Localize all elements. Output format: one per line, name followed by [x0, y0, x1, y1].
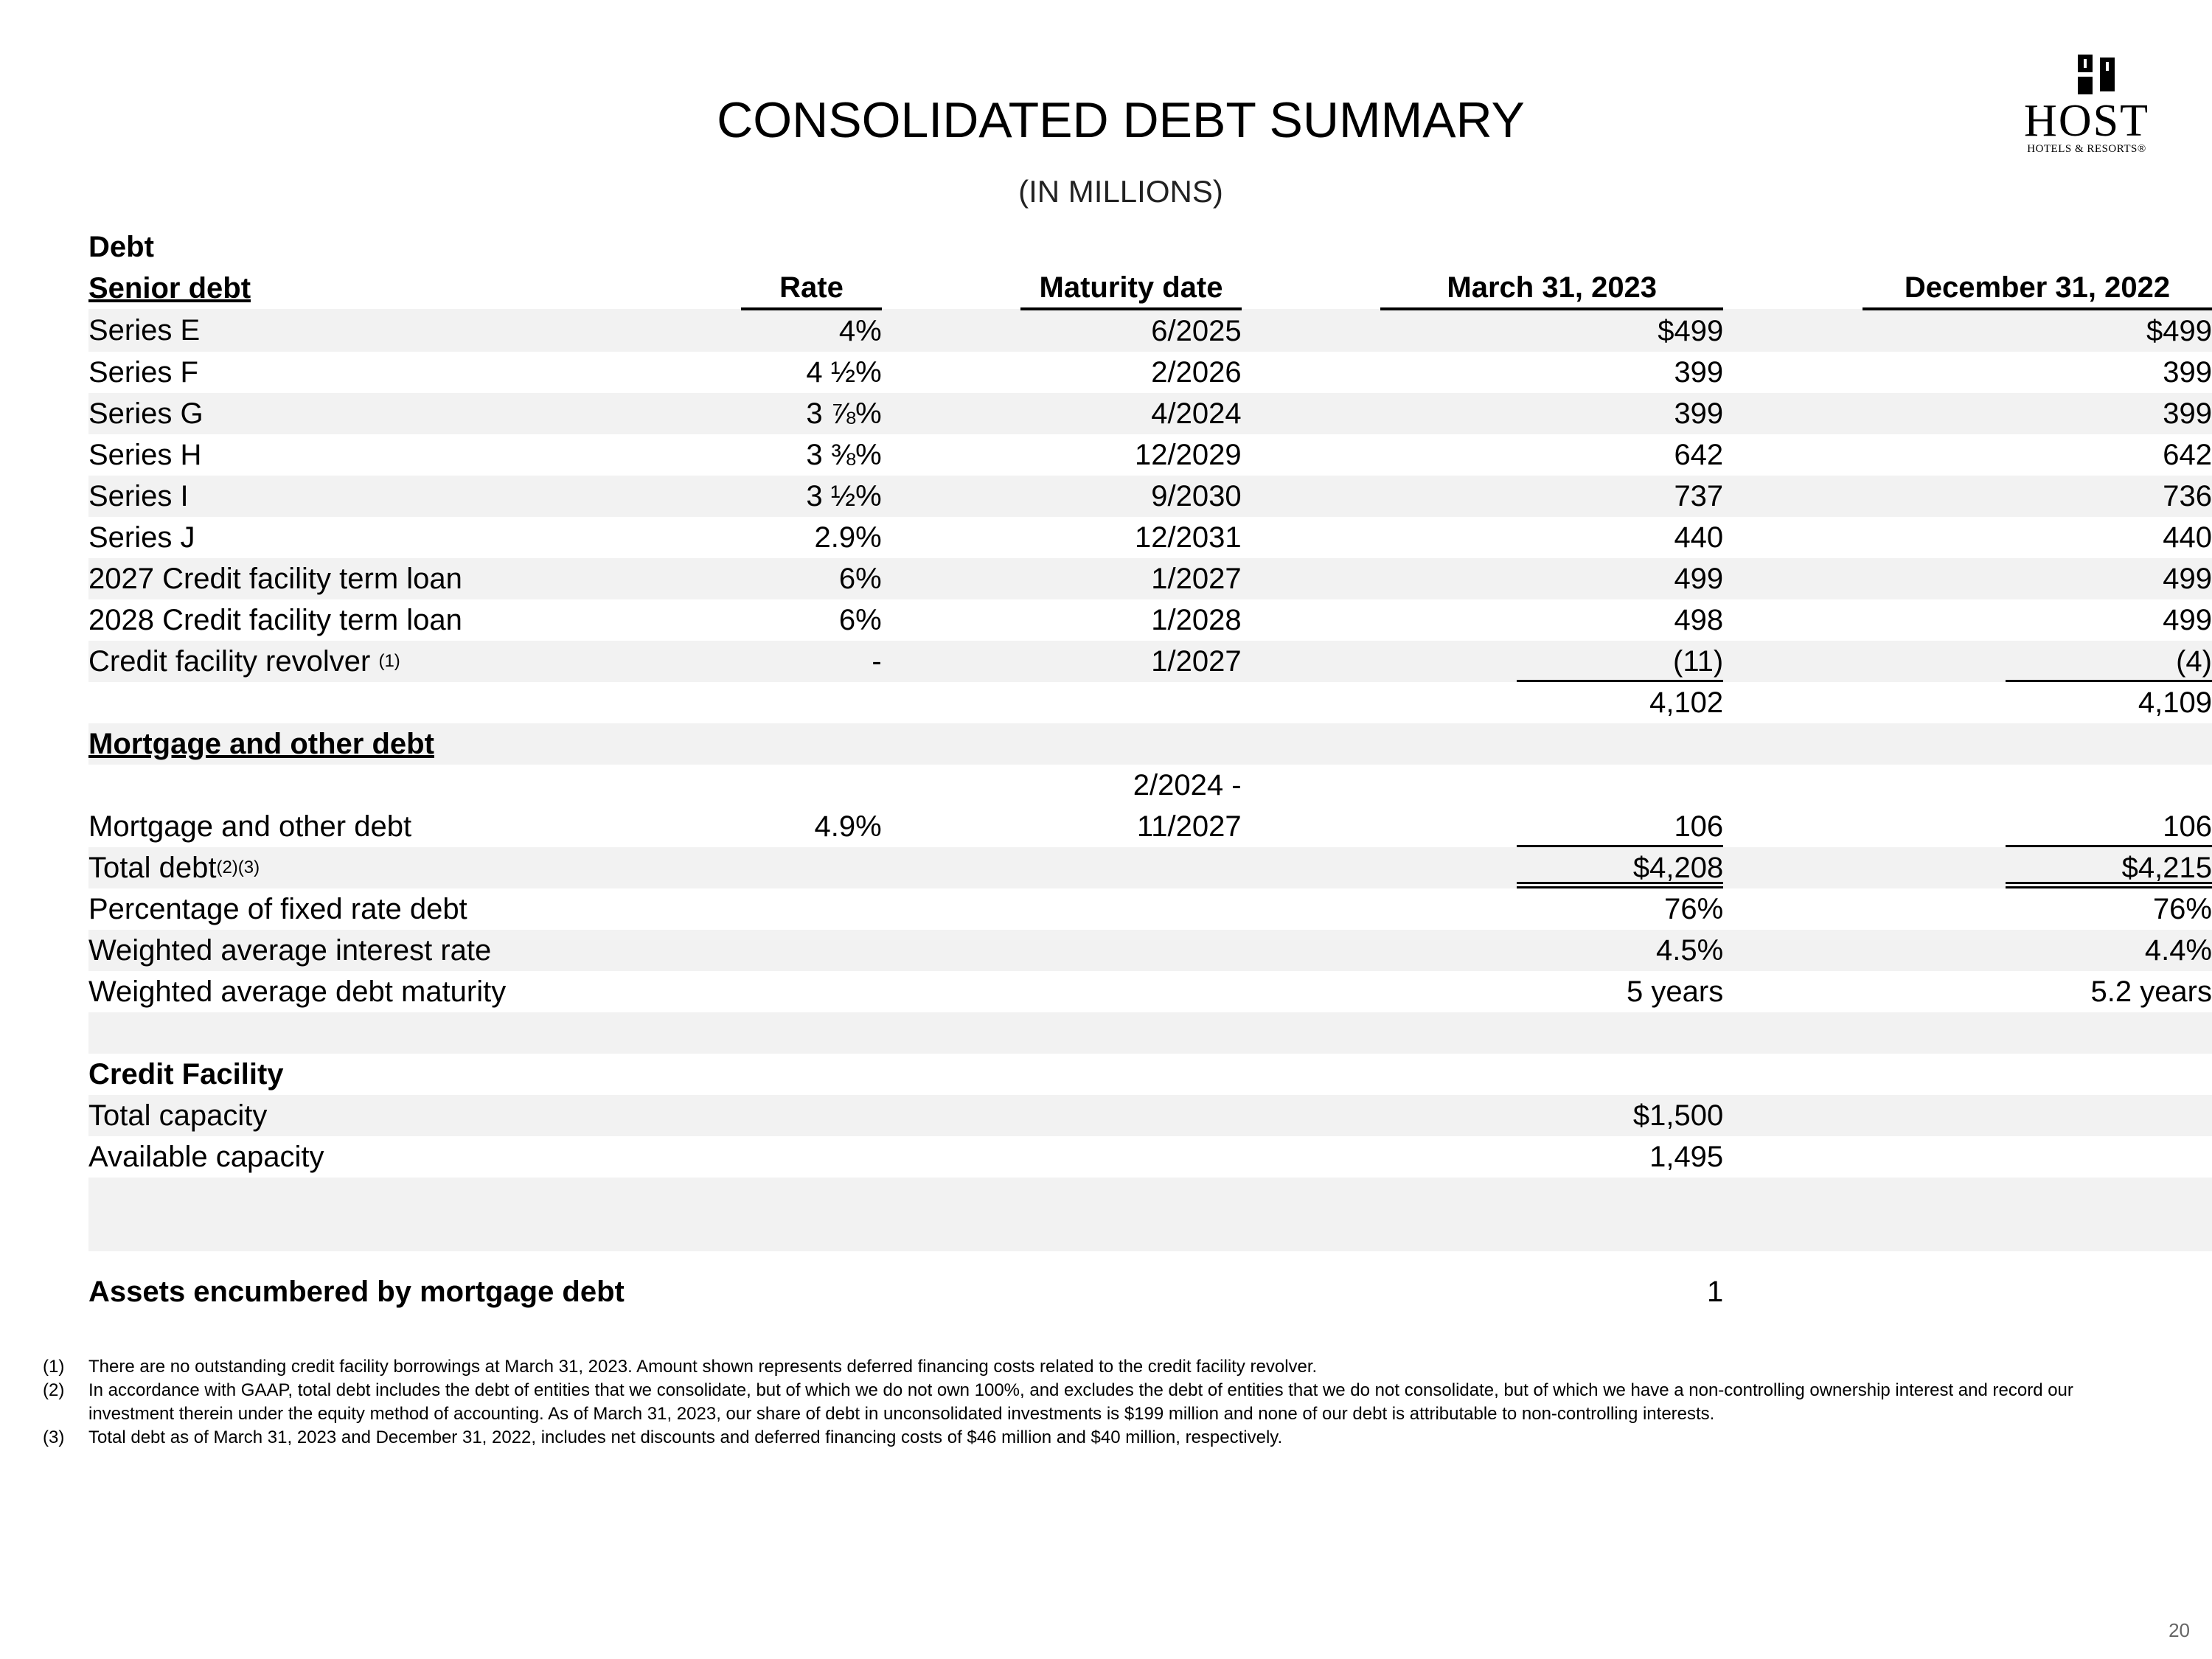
maturity-cell: 4/2024: [1020, 393, 1241, 434]
logo-tagline: HOTELS & RESORTS®: [2027, 143, 2146, 155]
debt-table: [88, 226, 2212, 1332]
rate-column-header: Rate: [741, 268, 881, 309]
march-cell: 106: [1380, 765, 1723, 847]
page-subtitle: (IN MILLIONS): [1018, 174, 1223, 209]
row-label: Series E: [88, 309, 663, 352]
footnote-text: There are no outstanding credit facility borrowings at March 31, 2023. Amount shown represents deferred financing costs related to the credit facility revolver.: [88, 1357, 1318, 1377]
table-row: [88, 1136, 2212, 1178]
march-cell: 76%: [1664, 893, 1724, 925]
rate-cell: 6%: [741, 558, 881, 599]
row-label: Percentage of fixed rate debt: [88, 893, 467, 925]
december-cell: 440: [2163, 521, 2212, 554]
table-row: [88, 765, 2212, 847]
rate-cell: 3 ⅞%: [741, 393, 881, 434]
december-subtotal: 4,109: [2138, 686, 2212, 719]
table-row: [88, 352, 2212, 393]
march-cell: $1,500: [1380, 1095, 1723, 1136]
december-cell: $499: [1863, 309, 2212, 352]
maturity-cell: 12/2029: [1134, 439, 1242, 471]
table-row: [88, 434, 2212, 476]
table-row: [88, 641, 2212, 682]
table-header-row: [88, 268, 2212, 309]
december-column-header: December 31, 2022: [1863, 268, 2212, 309]
row-label: Weighted average interest rate: [88, 930, 663, 971]
spacer-row: [88, 1012, 2212, 1054]
december-cell: 399: [2163, 356, 2212, 389]
assets-encumbered-row: [88, 1251, 2212, 1332]
row-label: Series G: [88, 393, 663, 434]
march-cell: $499: [1380, 309, 1723, 352]
rate-cell: 4 ½%: [806, 356, 882, 389]
march-cell: 440: [1674, 521, 1724, 554]
december-cell: 76%: [2152, 893, 2212, 925]
december-cell: 106: [1863, 765, 2212, 847]
footnote-number: (2): [43, 1380, 65, 1400]
december-cell: (4): [1863, 641, 2212, 682]
footnote-number: (1): [43, 1357, 65, 1377]
table-row: [88, 558, 2212, 599]
march-cell: 399: [1380, 393, 1723, 434]
maturity-cell: 12/2031: [1134, 521, 1242, 554]
march-cell: 399: [1674, 356, 1724, 389]
march-cell: 498: [1674, 604, 1724, 636]
maturity-cell: 1/2028: [1151, 604, 1242, 636]
rate-cell: 2.9%: [814, 521, 882, 554]
march-subtotal: 4,102: [1649, 686, 1724, 719]
row-label: Series H: [88, 439, 202, 471]
table-row: [88, 393, 2212, 434]
maturity-cell: [1020, 765, 1241, 847]
footnotes: [43, 1355, 2144, 1450]
maturity-line-2: 11/2027: [1136, 810, 1242, 843]
march-column-header: March 31, 2023: [1380, 268, 1723, 309]
footnote: [43, 1355, 2144, 1379]
row-label: Weighted average debt maturity: [88, 975, 507, 1008]
rate-cell: 4.9%: [814, 810, 882, 843]
rate-cell: -: [741, 641, 881, 682]
row-label: 2028 Credit facility term loan: [88, 604, 462, 636]
footnote: [43, 1426, 2144, 1450]
december-total: $4,215: [1863, 847, 2212, 888]
december-cell: 499: [1863, 558, 2212, 599]
footnote-text: Total debt as of March 31, 2023 and December 31, 2022, includes net discounts and deferred financing costs of $46 million and $40 million, respectively.: [88, 1427, 1283, 1447]
mortgage-heading: Mortgage and other debt: [88, 723, 663, 765]
table-row: [88, 971, 2212, 1012]
footnote-text: In accordance with GAAP, total debt includes the debt of entities that we consolidate, but of which we do not own 100%, and excludes the debt of entities that we do not consolidate, but of which we have a non-controlling ownership interest and record our investment therein under the equity method of accounting. As of March 31, 2023, our share of debt in unconsolidated investments is $199 million and none of our debt is attributable to non-controlling interests.: [88, 1380, 2073, 1424]
rate-cell: 3 ½%: [741, 476, 881, 517]
march-cell: 1,495: [1649, 1141, 1724, 1173]
footnote: [43, 1379, 2144, 1426]
table-row: [88, 517, 2212, 558]
credit-facility-heading: Credit Facility: [88, 1058, 284, 1091]
table-row: [88, 930, 2212, 971]
row-label: Series J: [88, 521, 195, 554]
row-label: Total debt$^{(2)(3)}$: [88, 847, 663, 888]
maturity-cell: 1/2027: [1020, 641, 1241, 682]
table-row: [88, 309, 2212, 352]
debt-section-row: [88, 226, 2212, 268]
maturity-cell: 6/2025: [1020, 309, 1241, 352]
december-cell: 736: [1863, 476, 2212, 517]
march-cell: 737: [1380, 476, 1723, 517]
march-cell: (11): [1380, 641, 1723, 682]
maturity-line-1: 2/2024 -: [1133, 769, 1242, 801]
mortgage-heading-row: [88, 723, 2212, 765]
row-label: Credit facility revolver $^{(1)}$: [88, 641, 663, 682]
maturity-cell: 1/2027: [1020, 558, 1241, 599]
maturity-cell: 2/2026: [1151, 356, 1242, 389]
december-cell: 499: [2163, 604, 2212, 636]
row-label: Assets encumbered by mortgage debt: [88, 1276, 625, 1308]
maturity-column-header: Maturity date: [1020, 268, 1241, 309]
footnote-ref: (2)(3): [216, 858, 260, 877]
table-row: [88, 599, 2212, 641]
march-cell: 499: [1380, 558, 1723, 599]
rate-cell: 4%: [741, 309, 881, 352]
table-row: [88, 888, 2212, 930]
page-number: 20: [2168, 1619, 2190, 1641]
december-cell: 399: [1863, 393, 2212, 434]
december-cell: 5.2 years: [2090, 975, 2212, 1008]
host-logo: [2013, 52, 2160, 162]
rate-cell: 3 ⅜%: [806, 439, 882, 471]
march-cell: 4.5%: [1380, 930, 1723, 971]
row-label: Series I: [88, 476, 663, 517]
march-cell: 5 years: [1627, 975, 1724, 1008]
march-total: $4,208: [1380, 847, 1723, 888]
row-label: Total capacity: [88, 1095, 663, 1136]
row-label: Series F: [88, 356, 198, 389]
table-row: [88, 476, 2212, 517]
footnote-ref: (1): [378, 651, 400, 671]
row-label: Available capacity: [88, 1141, 324, 1173]
march-cell: 642: [1674, 439, 1724, 471]
row-label: 2027 Credit facility term loan: [88, 558, 663, 599]
credit-facility-heading-row: [88, 1054, 2212, 1095]
march-cell: 1: [1706, 1276, 1724, 1308]
row-label: Mortgage and other debt: [88, 810, 412, 843]
rate-cell: 6%: [838, 604, 882, 636]
spacer-row: [88, 1178, 2212, 1251]
maturity-cell: 9/2030: [1020, 476, 1241, 517]
december-cell: 4.4%: [1863, 930, 2212, 971]
senior-debt-heading: Senior debt: [88, 272, 251, 305]
logo-wordmark: HOST: [2024, 96, 2149, 146]
senior-subtotal-row: [88, 682, 2212, 723]
december-cell: 642: [2163, 439, 2212, 471]
host-logo-mark-icon: [2075, 55, 2119, 96]
total-debt-row: [88, 847, 2212, 888]
table-row: [88, 1095, 2212, 1136]
footnote-number: (3): [43, 1427, 65, 1447]
page-title: CONSOLIDATED DEBT SUMMARY: [717, 92, 1525, 148]
debt-heading: Debt: [88, 231, 154, 263]
